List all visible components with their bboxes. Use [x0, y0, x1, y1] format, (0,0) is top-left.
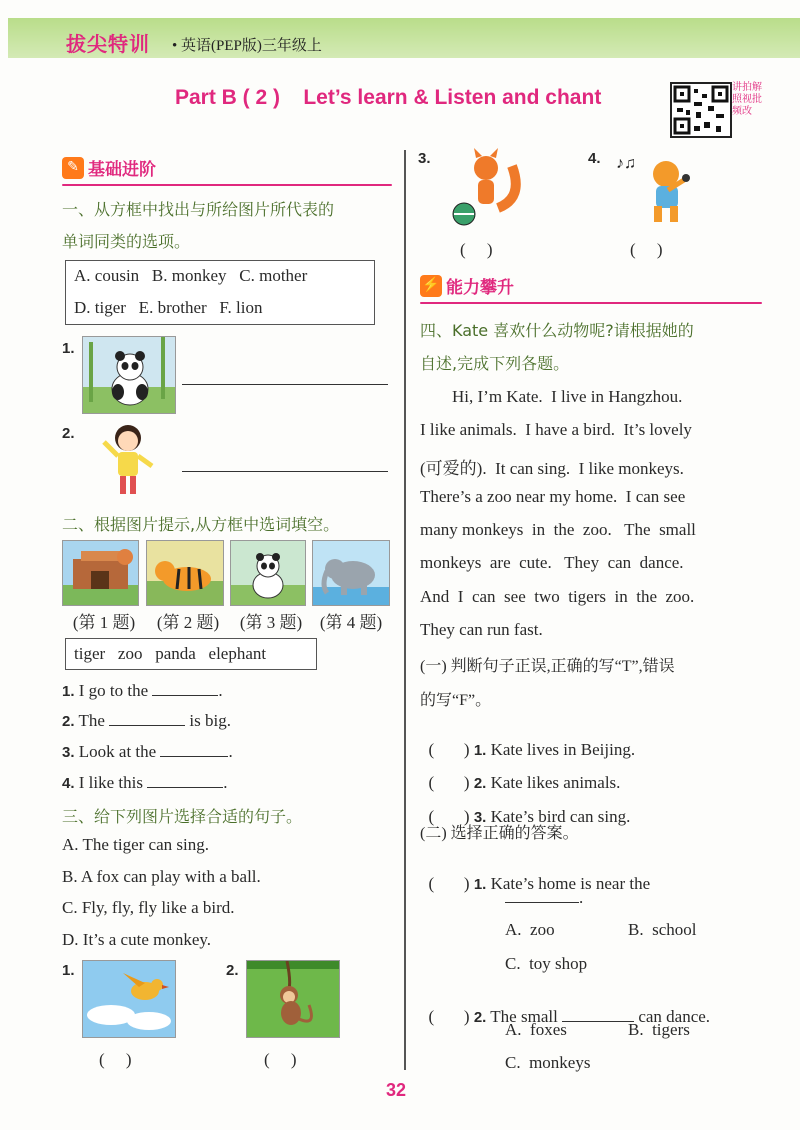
- q2-item-3: 3. Look at the .: [62, 742, 233, 761]
- q3-item-number: 2.: [226, 962, 239, 979]
- q4-heading-line2: 自述,完成下列各题。: [420, 354, 570, 373]
- page-title: Part B ( 2 ) Let’s learn & Listen and chant: [175, 86, 602, 109]
- section-advanced-rule: [420, 302, 762, 304]
- q3-item-number: 1.: [62, 962, 75, 979]
- passage-line: They can run fast.: [420, 620, 543, 639]
- mc2-option-c[interactable]: C. monkeys: [505, 1053, 591, 1072]
- q2-item-1: 1. I go to the .: [62, 681, 223, 700]
- passage-line: many monkeys in the zoo. The small: [420, 520, 696, 539]
- elephant-image: [312, 540, 390, 606]
- mc1-option-c[interactable]: C. toy shop: [505, 954, 588, 973]
- q2-item-4: 4. I like this .: [62, 773, 228, 792]
- q3-option-b: B. A fox can play with a ball.: [62, 867, 261, 886]
- tiger-image: [146, 540, 224, 606]
- q3-heading: 三、给下列图片选择合适的句子。: [62, 807, 303, 826]
- mc-item-2: ( ) 2. The small can dance.: [428, 1007, 711, 1026]
- tf-paren[interactable]: ( ): [428, 773, 470, 792]
- fox-ball-image: [448, 148, 526, 228]
- passage-line: (可爱的). It can sing. I like monkeys.: [420, 459, 684, 478]
- panda-image: [230, 540, 306, 606]
- q1-answer-line-1[interactable]: [182, 383, 388, 385]
- q1-options-row1: A. cousin B. monkey C. mother: [74, 266, 308, 285]
- passage-line: monkeys are cute. They can dance.: [420, 553, 684, 572]
- section-advanced-label: 能力攀升: [446, 278, 514, 298]
- q2-blank-3[interactable]: [160, 756, 228, 757]
- column-divider: [404, 150, 406, 1070]
- q3-option-c: C. Fly, fly, fly like a bird.: [62, 898, 235, 917]
- q2-blank-2[interactable]: [109, 725, 185, 726]
- q3-option-a: A. The tiger can sing.: [62, 835, 209, 854]
- book-subtitle: • 英语(PEP版)三年级上: [172, 38, 322, 54]
- tf-item: ( ) 1. Kate lives in Beijing.: [428, 740, 636, 759]
- mc1-option-b[interactable]: B. school: [628, 920, 697, 939]
- q2-blank-1[interactable]: [152, 695, 218, 696]
- passage-line: I like animals. I have a bird. It’s lovely: [420, 420, 692, 439]
- page-number: 32: [386, 1080, 407, 1100]
- q2-heading: 二、根据图片提示,从方框中选词填空。: [62, 515, 340, 534]
- lightning-icon: ⚡: [420, 275, 442, 297]
- section-basic-label: 基础进阶: [88, 160, 156, 180]
- q1-options-row2: D. tiger E. brother F. lion: [74, 298, 263, 317]
- q1-answer-line-2[interactable]: [182, 470, 388, 472]
- mc1-option-a[interactable]: A. zoo: [505, 920, 555, 939]
- q3-option-d: D. It’s a cute monkey.: [62, 930, 212, 949]
- tf-paren[interactable]: ( ): [428, 807, 470, 826]
- q4-part1-line1: (一) 判断句子正误,正确的写“T”,错误: [420, 658, 675, 675]
- mc2-blank[interactable]: [562, 1021, 634, 1022]
- mc-paren[interactable]: ( ): [428, 874, 470, 893]
- passage-line: There’s a zoo near my home. I can see: [420, 487, 686, 506]
- monkey-image: [246, 960, 340, 1038]
- mc-item-1: ( ) 1. Kate’s home is near the: [428, 874, 651, 893]
- q1-option-box: [65, 260, 375, 325]
- mc2-option-a[interactable]: A. foxes: [505, 1020, 567, 1039]
- mc2-option-b[interactable]: B. tigers: [628, 1020, 690, 1039]
- q2-blank-4[interactable]: [147, 787, 223, 788]
- tf-paren[interactable]: ( ): [428, 740, 470, 759]
- q2-words: tiger zoo panda elephant: [74, 644, 267, 663]
- tf-item: ( ) 2. Kate likes animals.: [428, 773, 621, 792]
- q2-caption-3: (第 3 题): [239, 613, 303, 632]
- q3-paren-2[interactable]: ( ): [264, 1050, 297, 1069]
- q1-heading-line2: 单词同类的选项。: [62, 232, 191, 251]
- mc1-blank[interactable]: .: [505, 888, 583, 908]
- mc-paren[interactable]: ( ): [428, 1007, 470, 1026]
- qr-code-icon[interactable]: [670, 82, 732, 138]
- tf-item: ( ) 3. Kate’s bird can sing.: [428, 807, 631, 826]
- section-basic-rule: [62, 184, 392, 186]
- q3-paren-4[interactable]: ( ): [630, 240, 663, 259]
- section-advanced-tag: [420, 273, 514, 301]
- q3-item-number: 3.: [418, 150, 431, 167]
- passage-line: Hi, I’m Kate. I live in Hangzhou.: [452, 387, 683, 406]
- qr-caption: 讲拍解照视批频改: [732, 82, 762, 117]
- q4-part2: (二) 选择正确的答案。: [420, 825, 579, 842]
- girl-image: [98, 420, 160, 498]
- q2-caption-2: (第 2 题): [156, 613, 220, 632]
- q1-item-number: 2.: [62, 425, 75, 442]
- q1-heading-line1: 一、从方框中找出与所给图片所代表的: [62, 200, 335, 219]
- bird-image: [82, 960, 176, 1038]
- q4-heading-line1: 四、Kate 喜欢什么动物呢?请根据她的: [420, 321, 694, 340]
- q2-item-2: 2. The is big.: [62, 711, 231, 730]
- singing-tiger-image: [612, 148, 698, 228]
- q2-caption-4: (第 4 题): [319, 613, 383, 632]
- section-basic-tag: [62, 155, 156, 183]
- q4-part1-line2: 的写“F”。: [420, 692, 492, 709]
- passage-line: And I can see two tigers in the zoo.: [420, 587, 695, 606]
- pencil-icon: ✎: [62, 157, 84, 179]
- zoo-gate-image: [62, 540, 139, 606]
- q2-word-box: [65, 638, 317, 670]
- q2-caption-1: (第 1 题): [72, 613, 136, 632]
- svg-text:♪♫: ♪♫: [616, 155, 636, 172]
- q1-item-number: 1.: [62, 340, 75, 357]
- panda-bamboo-image: [82, 336, 176, 414]
- q3-item-number: 4.: [588, 150, 601, 167]
- brand-logo: 拔尖特训: [66, 34, 150, 56]
- q3-paren-1[interactable]: ( ): [99, 1050, 132, 1069]
- q3-paren-3[interactable]: ( ): [460, 240, 493, 259]
